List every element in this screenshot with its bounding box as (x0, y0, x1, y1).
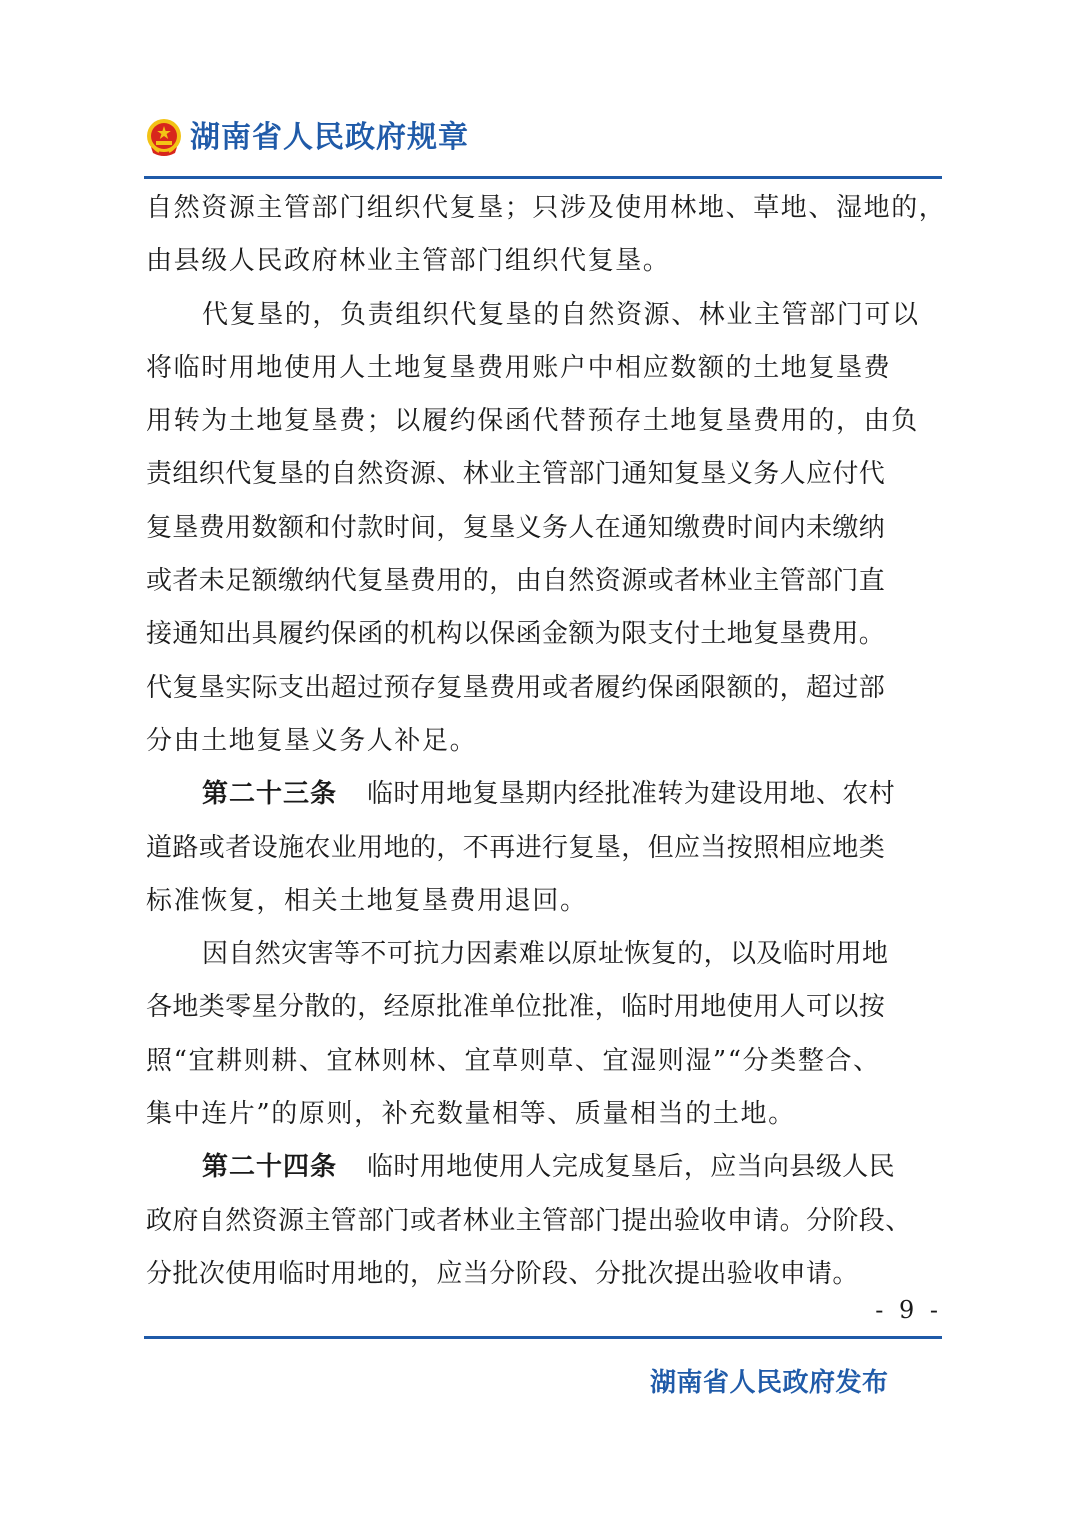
header-title: 湖南省人民政府规章 (190, 120, 469, 155)
footer-publisher: 湖南省人民政府发布 (650, 1368, 889, 1398)
article-number: 第二十三条 (202, 779, 338, 810)
text-line: 照“宜耕则耕、宜林则林、宜草则草、宜湿则湿”“分类整合、 (146, 1045, 881, 1076)
text-line: 用转为土地复垦费；以履约保函代替预存土地复垦费用的，由负 (146, 406, 919, 437)
text-line: 分由土地复垦义务人补足。 (146, 725, 478, 756)
text-line: 由县级人民政府林业主管部门组织代复垦。 (146, 246, 671, 277)
text-line: 标准恢复，相关土地复垦费用退回。 (146, 885, 588, 916)
document-body (146, 182, 947, 1301)
article-text: 临时用地复垦期内经批准转为建设用地、农村 (367, 779, 896, 810)
article-number: 第二十四条 (202, 1152, 338, 1183)
text-line: 各地类零星分散的，经原批准单位批准，临时用地使用人可以按 (146, 992, 886, 1023)
text-line: 分批次使用临时用地的，应当分阶段、分批次提出验收申请。 (146, 1258, 859, 1289)
text-line: 代复垦的，负责组织代复垦的自然资源、林业主管部门可以 (202, 299, 920, 330)
article-23-heading-line (146, 768, 942, 821)
text-line: 自然资源主管部门组织代复垦；只涉及使用林地、草地、湿地的， (146, 193, 947, 223)
text-line: 将临时用地使用人土地复垦费用账户中相应数额的土地复垦费 (146, 352, 892, 383)
text-line: 集中连片”的原则，补充数量相等、质量相当的土地。 (146, 1099, 796, 1130)
text-line: 道路或者设施农业用地的，不再进行复垦，但应当按照相应地类 (146, 832, 886, 863)
text-line: 责组织代复垦的自然资源、林业主管部门通知复垦义务人应付代 (146, 459, 886, 490)
article-24-heading-line (146, 1141, 942, 1194)
text-line: 政府自然资源主管部门或者林业主管部门提出验收申请。分阶段、 (146, 1205, 912, 1236)
header-divider (144, 176, 942, 179)
text-line: 复垦费用数额和付款时间，复垦义务人在通知缴费时间内未缴纳 (146, 512, 886, 543)
national-emblem-icon (145, 117, 183, 157)
text-line: 接通知出具履约保函的机构以保函金额为限支付土地复垦费用。 (146, 619, 886, 650)
text-line: 因自然灾害等不可抗力因素难以原址恢复的，以及临时用地 (202, 939, 889, 970)
footer-divider (144, 1336, 942, 1339)
text-line: 或者未足额缴纳代复垦费用的，由自然资源或者林业主管部门直 (146, 566, 886, 597)
article-text: 临时用地使用人完成复垦后，应当向县级人民 (367, 1152, 896, 1183)
page-number: - 9 - (875, 1296, 942, 1324)
text-line: 代复垦实际支出超过预存复垦费用或者履约保函限额的，超过部 (146, 672, 886, 703)
